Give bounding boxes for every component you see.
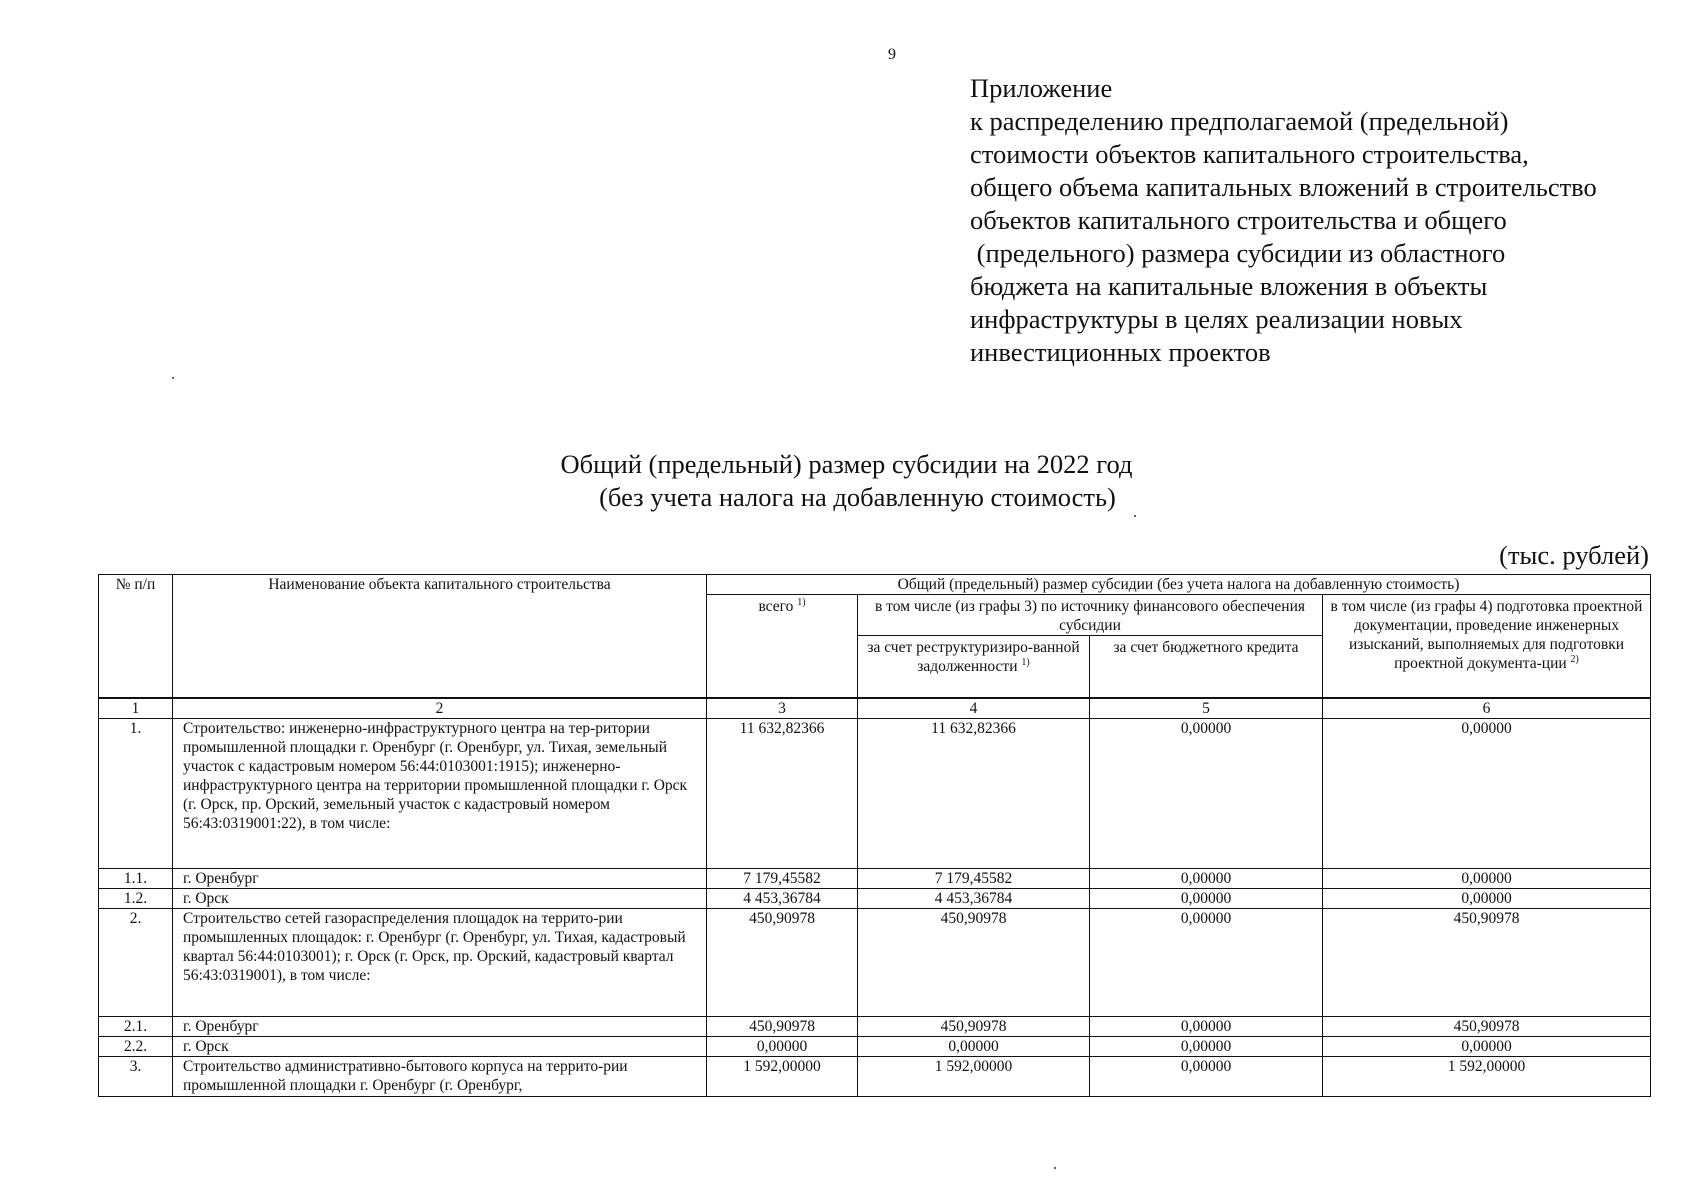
row-num: 2.1. [99, 1016, 173, 1036]
header-budget-credit: за счет бюджетного кредита [1090, 636, 1323, 698]
header-total [707, 595, 858, 698]
header-sources: в том числе (из графы 3) по источнику финансового обеспечения субсидии [858, 595, 1323, 636]
row-num: 3. [99, 1056, 173, 1096]
row-total: 4 453,36784 [707, 888, 858, 908]
appendix-line: (предельного) размера субсидии из областного [970, 238, 1506, 268]
row-budget-credit: 0,00000 [1090, 868, 1323, 888]
row-design: 450,90978 [1323, 1016, 1651, 1036]
row-name: Строительство административно-бытового корпуса на террито-рии промышленной площадки г. Оренбург (г. Оренбург, [173, 1056, 707, 1096]
row-name: г. Оренбург [173, 1016, 707, 1036]
row-restructured: 450,90978 [858, 908, 1090, 1016]
appendix-note [970, 72, 1670, 369]
table-row [99, 1056, 1651, 1096]
row-design: 0,00000 [1323, 718, 1651, 868]
row-design: 0,00000 [1323, 868, 1651, 888]
scan-speck [1134, 515, 1136, 517]
subsidy-table [98, 574, 1651, 1097]
scan-speck [172, 377, 174, 379]
appendix-line: инвестиционных проектов [970, 337, 1271, 367]
row-name: Строительство сетей газораспределения площадок на террито-рии промышленных площадок: г. Оренбург (г. Оренбург, ул. Тихая, кадастровый квартал 56:44:0103001); г. Орск (г. Орск, пр. Орский, кадастровый квартал 56:43:0319001), в том числе: [173, 908, 707, 1016]
row-budget-credit: 0,00000 [1090, 1056, 1323, 1096]
row-restructured: 1 592,00000 [858, 1056, 1090, 1096]
row-budget-credit: 0,00000 [1090, 1016, 1323, 1036]
column-number: 6 [1323, 698, 1651, 719]
row-total: 11 632,82366 [707, 718, 858, 868]
row-budget-credit: 0,00000 [1090, 888, 1323, 908]
appendix-line: к распределению предполагаемой (предельной) [970, 106, 1509, 136]
appendix-line: бюджета на капитальные вложения в объекты [970, 271, 1488, 301]
row-budget-credit: 0,00000 [1090, 908, 1323, 1016]
row-total: 0,00000 [707, 1036, 858, 1056]
row-name: г. Оренбург [173, 868, 707, 888]
row-num: 2.2. [99, 1036, 173, 1056]
column-number: 4 [858, 698, 1090, 719]
title-line-2: (без учета налога на добавленную стоимость) [599, 482, 1116, 512]
footnote-mark: 1) [797, 596, 806, 608]
document-title [0, 448, 1693, 514]
appendix-line: инфраструктуры в целях реализации новых [970, 304, 1463, 334]
table-row [99, 868, 1651, 888]
table-row [99, 1016, 1651, 1036]
row-restructured: 0,00000 [858, 1036, 1090, 1056]
table-row [99, 1036, 1651, 1056]
column-number: 5 [1090, 698, 1323, 719]
row-design: 0,00000 [1323, 888, 1651, 908]
header-restructured [858, 636, 1090, 698]
row-num: 1.1. [99, 868, 173, 888]
row-design: 450,90978 [1323, 908, 1651, 1016]
header-restructured-label: за счет реструктуризиро-ванной задолженности [867, 639, 1080, 675]
row-design: 0,00000 [1323, 1036, 1651, 1056]
header-name: Наименование объекта капитального строительства [173, 575, 707, 698]
row-restructured: 7 179,45582 [858, 868, 1090, 888]
row-restructured: 11 632,82366 [858, 718, 1090, 868]
row-name: Строительство: инженерно-инфраструктурного центра на тер-ритории промышленной площадки г. Оренбург (г. Оренбург, ул. Тихая, земельный участок с кадастровым номером 56:44:0103001:1915); инженерно-инфраструктурного центра на территории промышленной площадки г. Орск (г. Орск, пр. Орский, земельный участок с кадастровый номером 56:43:0319001:22), в том числе: [173, 718, 707, 868]
units-label: (тыс. рублей) [1499, 540, 1649, 570]
table-row [99, 908, 1651, 1016]
row-restructured: 450,90978 [858, 1016, 1090, 1036]
row-num: 1.2. [99, 888, 173, 908]
table-row [99, 888, 1651, 908]
appendix-line: общего объема капитальных вложений в строительство [970, 172, 1597, 202]
column-number: 1 [99, 698, 173, 719]
row-total: 1 592,00000 [707, 1056, 858, 1096]
page-number: 9 [888, 46, 896, 63]
row-num: 1. [99, 718, 173, 868]
table-row [99, 718, 1651, 868]
column-number: 3 [707, 698, 858, 719]
header-num: № п/п [99, 575, 173, 698]
row-design: 1 592,00000 [1323, 1056, 1651, 1096]
header-total-label: всего [758, 598, 794, 615]
row-total: 450,90978 [707, 908, 858, 1016]
row-budget-credit: 0,00000 [1090, 1036, 1323, 1056]
row-total: 450,90978 [707, 1016, 858, 1036]
row-budget-credit: 0,00000 [1090, 718, 1323, 868]
header-design [1323, 595, 1651, 698]
row-restructured: 4 453,36784 [858, 888, 1090, 908]
header-row [99, 575, 1651, 595]
footnote-mark: 1) [1021, 656, 1030, 668]
column-number-row [99, 698, 1651, 719]
scan-speck [1054, 1167, 1056, 1169]
column-number: 2 [173, 698, 707, 719]
appendix-line: объектов капитального строительства и общего [970, 205, 1507, 235]
appendix-line: Приложение [970, 73, 1113, 103]
row-name: г. Орск [173, 888, 707, 908]
title-line-1: Общий (предельный) размер субсидии на 2022 год [560, 449, 1133, 479]
header-group: Общий (предельный) размер субсидии (без учета налога на добавленную стоимость) [707, 575, 1651, 595]
footnote-mark: 2) [1570, 653, 1579, 665]
row-total: 7 179,45582 [707, 868, 858, 888]
row-num: 2. [99, 908, 173, 1016]
header-design-label: в том числе (из графы 4) подготовка проектной документации, проведение инженерных изысканий, выполняемых для подготовки проектной документа-ции [1330, 598, 1643, 672]
row-name: г. Орск [173, 1036, 707, 1056]
appendix-line: стоимости объектов капитального строительства, [970, 139, 1529, 169]
